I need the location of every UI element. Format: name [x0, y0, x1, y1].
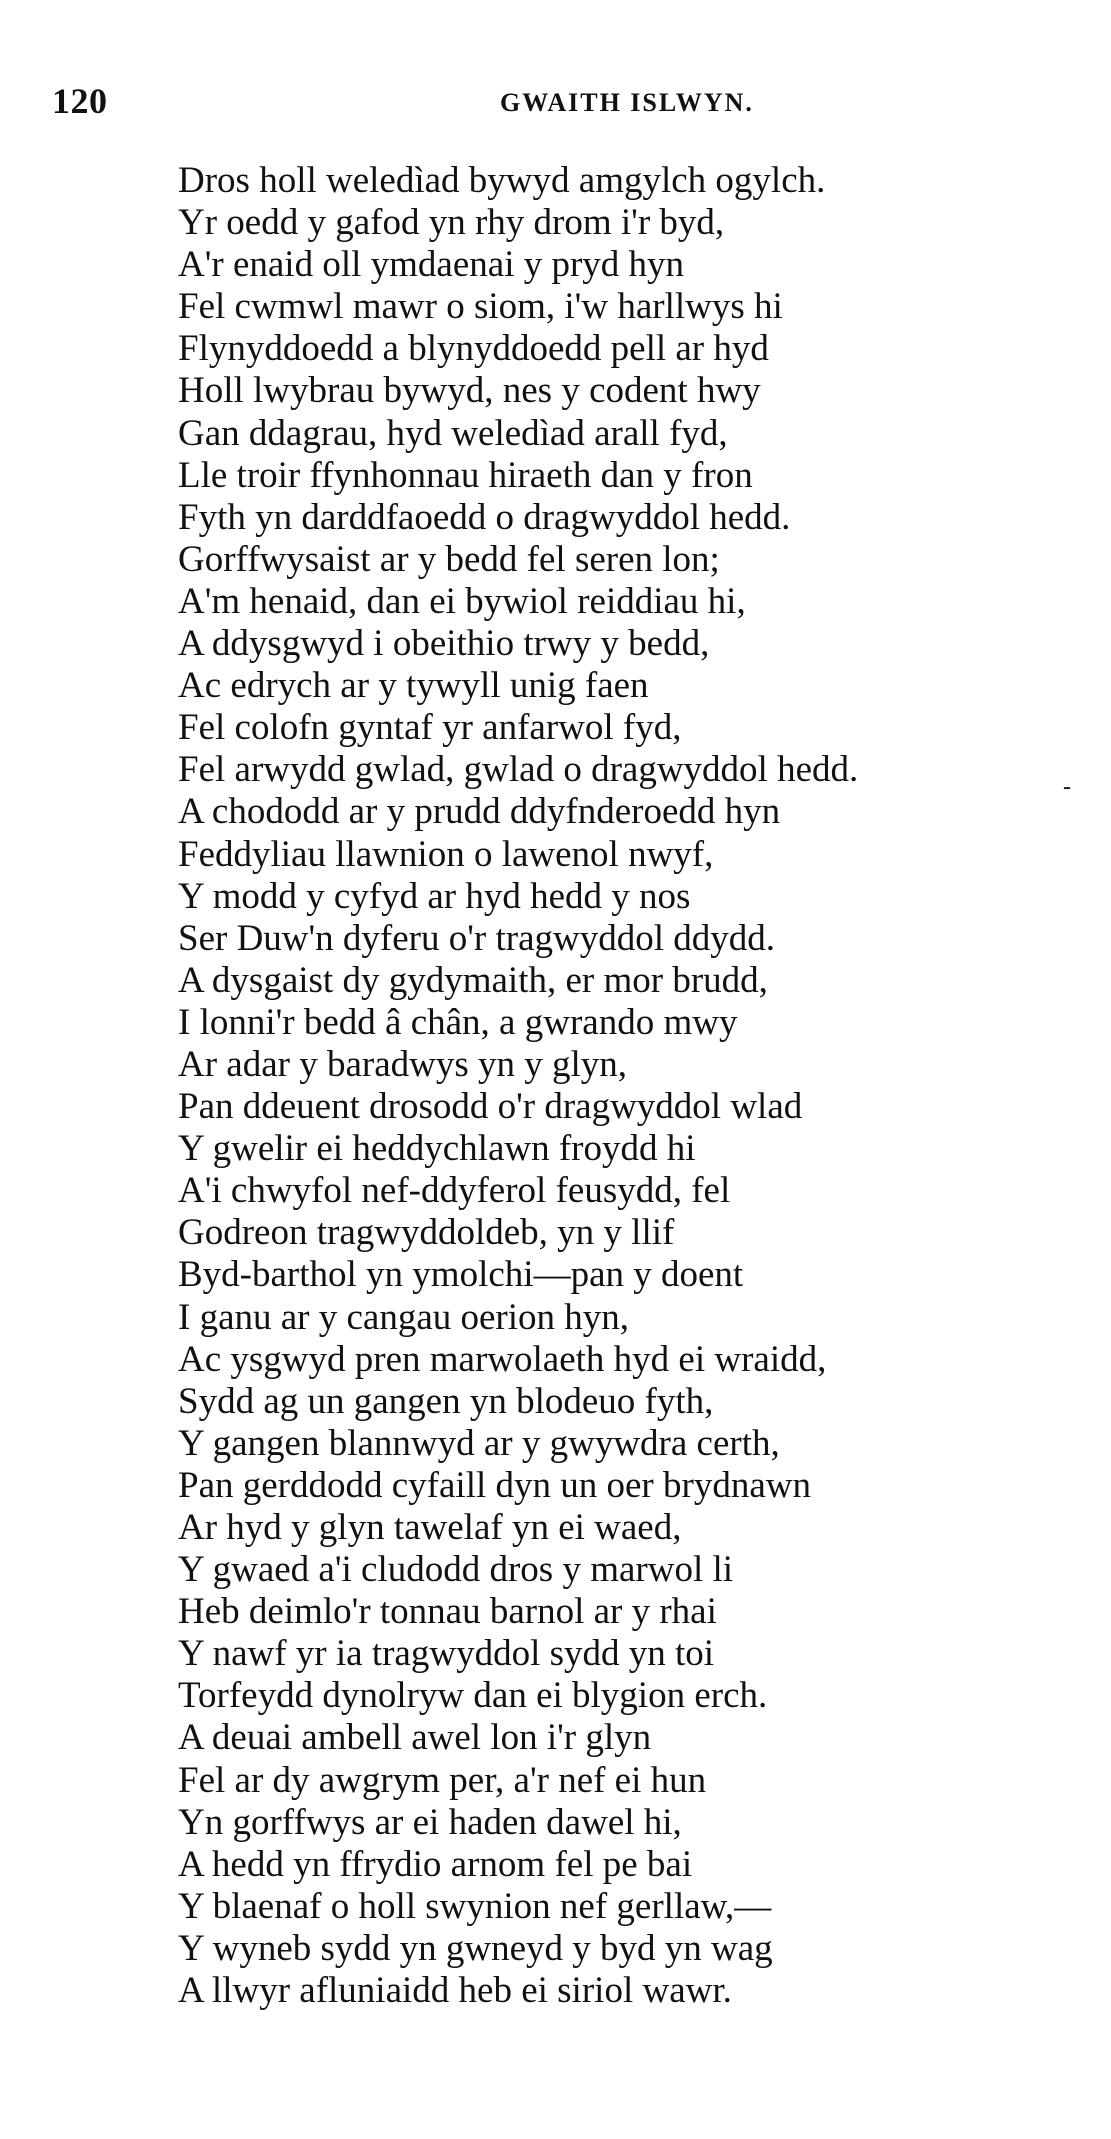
poem-line: Yn gorffwys ar ei haden dawel hi, [178, 1801, 682, 1843]
poem-line: Y gwaed a'i cludodd dros y marwol li [178, 1549, 734, 1591]
poem-line: Y gangen blannwyd ar y gwywdra certh, [178, 1422, 780, 1464]
poem-line: Yr oedd y gafod yn rhy drom i'r byd, [178, 202, 725, 244]
poem-line: Fel ar dy awgrym per, a'r nef ei hun [178, 1759, 707, 1801]
poem-line: A ddysgwyd i obeithio trwy y bedd, [178, 623, 710, 665]
poem-line: I lonni'r bedd â chân, a gwrando mwy [178, 1001, 738, 1043]
poem-line: Ar hyd y glyn tawelaf yn ei waed, [178, 1507, 682, 1548]
poem-line: A deuai ambell awel lon i'r glyn [178, 1717, 652, 1759]
poem-line: Lle troir ffynhonnau hiraeth dan y fron [178, 454, 753, 496]
poem-line: Torfeydd dynolryw dan ei blygion erch. [178, 1675, 768, 1717]
poem-line: A'm henaid, dan ei bywiol reiddiau hi, [178, 580, 746, 622]
poem-line: Ar adar y baradwys yn y glyn, [178, 1043, 628, 1085]
poem-line: Y modd y cyfyd ar hyd hedd y nos [178, 875, 691, 917]
poem-line: A hedd yn ffrydio arnom fel pe bai [178, 1843, 693, 1885]
poem-line: A dysgaist dy gydymaith, er mor brudd, [178, 959, 768, 1001]
poem-line: Y wyneb sydd yn gwneyd y byd yn wag [178, 1927, 773, 1969]
poem-line: Y gwelir ei heddychlawn froydd hi [178, 1128, 696, 1170]
margin-mark: - [1063, 774, 1071, 800]
poem-line: Fel arwydd gwlad, gwlad o dragwyddol hedd. [178, 749, 859, 791]
poem-line: Fyth yn darddfaoedd o dragwyddol hedd. [178, 496, 791, 538]
poem-line: A llwyr afluniaidd heb ei siriol wawr. [178, 1970, 732, 2012]
poem-line: Fel colofn gyntaf yr anfarwol fyd, [178, 707, 682, 749]
poem-line: Flynyddoedd a blynyddoedd pell ar hyd [178, 328, 769, 370]
poem-line: Fel cwmwl mawr o siom, i'w harllwys hi [178, 286, 783, 328]
poem-line: Byd-barthol yn ymolchi—pan y doent [178, 1254, 744, 1296]
poem-line: Pan ddeuent drosodd o'r dragwyddol wlad [178, 1086, 803, 1128]
poem-line: Y blaenaf o holl swynion nef gerllaw,— [178, 1885, 772, 1927]
poem-line: Pan gerddodd cyfaill dyn un oer brydnawn [178, 1464, 811, 1506]
page-number: 120 [52, 81, 108, 121]
page-header [0, 80, 1111, 130]
poem-line: Holl lwybrau bywyd, nes y codent hwy [178, 370, 761, 412]
poem-line: I ganu ar y cangau oerion hyn, [178, 1296, 630, 1338]
running-title: GWAITH ISLWYN. [500, 88, 754, 117]
poem-line: Godreon tragwyddoldeb, yn y llif [178, 1212, 675, 1254]
poem-line: A chododd ar y prudd ddyfnderoedd hyn [178, 791, 781, 833]
poem-line: Gan ddagrau, hyd weledìad arall fyd, [178, 412, 728, 454]
poem-line: A'r enaid oll ymdaenai y pryd hyn [178, 244, 685, 286]
poem-line: Ac edrych ar y tywyll unig faen [178, 665, 649, 707]
poem-line: Feddyliau llawnion o lawenol nwyf, [178, 833, 714, 875]
poem-line: Ser Duw'n dyferu o'r tragwyddol ddydd. [178, 917, 776, 959]
poem-line: Y nawf yr ia tragwyddol sydd yn toi [178, 1633, 715, 1675]
poem-line: Dros holl weledìad bywyd amgylch ogylch. [178, 160, 826, 201]
poem-line: A'i chwyfol nef-ddyferol feusydd, fel [178, 1170, 731, 1212]
poem-line: Heb deimlo'r tonnau barnol ar y rhai [178, 1591, 717, 1633]
poem-text [178, 160, 1058, 2012]
poem-line: Gorffwysaist ar y bedd fel seren lon; [178, 538, 720, 580]
poem-line: Ac ysgwyd pren marwolaeth hyd ei wraidd, [178, 1338, 827, 1380]
poem-line: Sydd ag un gangen yn blodeuo fyth, [178, 1380, 714, 1422]
